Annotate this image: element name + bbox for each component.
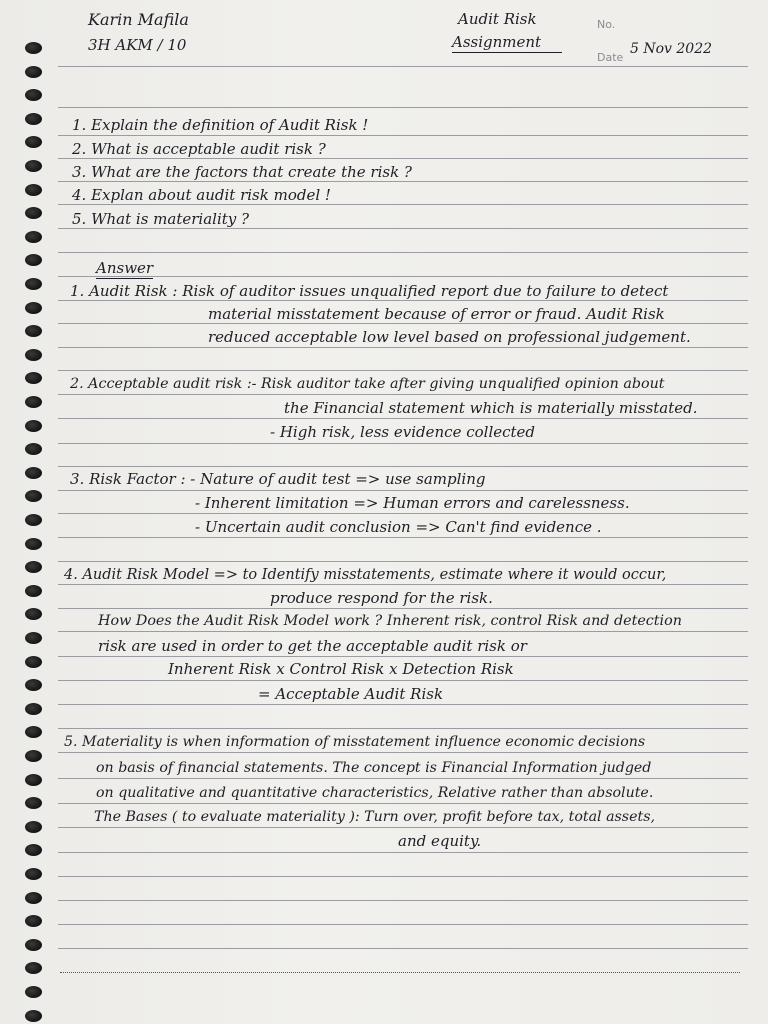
ruled-line: [58, 418, 748, 419]
answer-2-line-3: - High risk, less evidence collected: [270, 423, 536, 441]
answer-4-line-2: produce respond for the risk.: [270, 589, 493, 607]
ruled-line: [58, 181, 748, 182]
question-1: 1. Explain the definition of Audit Risk !: [72, 116, 369, 134]
answer-heading: Answer: [96, 259, 154, 277]
ruled-line: [58, 300, 748, 301]
binder-hole: [25, 467, 42, 479]
dotted-line: [60, 972, 740, 973]
ruled-line: [58, 924, 748, 925]
student-name: Karin Mafila: [88, 10, 189, 29]
answer-3-line-1: 3. Risk Factor : - Nature of audit test => use sampling: [70, 470, 486, 488]
answer-5-line-1: 5. Materiality is when information of misstatement influence economic decisions: [64, 734, 646, 750]
answer-4-line-6: = Acceptable Audit Risk: [258, 685, 444, 703]
binder-hole: [25, 750, 42, 762]
binder-hole: [25, 396, 42, 408]
binder-hole: [25, 844, 42, 856]
ruled-line: [58, 876, 748, 877]
binder-hole: [25, 585, 42, 597]
ruled-line: [58, 394, 748, 395]
ruled-line: [58, 370, 748, 371]
binder-hole: [25, 868, 42, 880]
ruled-line: [58, 900, 748, 901]
answer-1-line-1: 1. Audit Risk : Risk of auditor issues unqualified report due to failure to detect: [70, 282, 669, 300]
binder-hole: [25, 349, 42, 361]
binder-hole: [25, 679, 42, 691]
ruled-line: [58, 852, 748, 853]
answer-4-line-1: 4. Audit Risk Model => to Identify misstatements, estimate where it would occur,: [64, 567, 667, 583]
ruled-line: [58, 631, 748, 632]
binder-hole: [25, 892, 42, 904]
ruled-line: [58, 803, 748, 804]
binder-hole: [25, 325, 42, 337]
binder-hole: [25, 538, 42, 550]
question-4: 4. Explan about audit risk model !: [72, 186, 331, 204]
ruled-line: [58, 347, 748, 348]
ruled-line: [58, 228, 748, 229]
ruled-line: [58, 608, 748, 609]
ruled-line: [58, 158, 748, 159]
assignment-title-line1: Audit Risk: [458, 10, 537, 28]
binder-hole: [25, 656, 42, 668]
question-2: 2. What is acceptable audit risk ?: [72, 140, 326, 158]
assignment-title-line2: Assignment: [452, 35, 562, 53]
binder-hole: [25, 89, 42, 101]
binder-hole: [25, 1010, 42, 1022]
binder-hole: [25, 207, 42, 219]
answer-5-line-5: and equity.: [398, 832, 482, 850]
ruled-line: [58, 490, 748, 491]
date-label: Date: [597, 51, 624, 64]
ruled-line: [58, 66, 748, 67]
binder-hole: [25, 962, 42, 974]
binder-hole: [25, 113, 42, 125]
binder-hole: [25, 42, 42, 54]
date-value: 5 Nov 2022: [630, 41, 713, 57]
binder-hole: [25, 490, 42, 502]
ruled-line: [58, 680, 748, 681]
ruled-line: [58, 276, 748, 277]
answer-5-line-4: The Bases ( to evaluate materiality ): Turn over, profit before tax, total assets,: [94, 809, 655, 825]
ruled-line: [58, 656, 748, 657]
answer-4-line-3: How Does the Audit Risk Model work ? Inherent risk, control Risk and detection: [98, 613, 682, 629]
binder-hole: [25, 939, 42, 951]
binder-hole: [25, 160, 42, 172]
answer-3-line-3: - Uncertain audit conclusion => Can't find evidence .: [195, 518, 602, 536]
answer-1-line-3: reduced acceptable low level based on professional judgement.: [208, 328, 691, 346]
ruled-line: [58, 778, 748, 779]
binder-hole: [25, 254, 42, 266]
binder-hole: [25, 561, 42, 573]
answer-4-line-5: Inherent Risk x Control Risk x Detection Risk: [168, 660, 514, 678]
ruled-line: [58, 827, 748, 828]
ruled-line: [58, 561, 748, 562]
binder-hole: [25, 797, 42, 809]
binder-hole: [25, 278, 42, 290]
ruled-line: [58, 704, 748, 705]
ruled-line: [58, 252, 748, 253]
ruled-line: [58, 323, 748, 324]
binder-hole: [25, 986, 42, 998]
answer-5-line-2: on basis of financial statements. The concept is Financial Information judged: [96, 760, 652, 776]
ruled-line: [58, 107, 748, 108]
binder-hole: [25, 915, 42, 927]
ruled-line: [58, 728, 748, 729]
answer-1-line-2: material misstatement because of error or fraud. Audit Risk: [208, 305, 665, 323]
binder-hole: [25, 774, 42, 786]
ruled-line: [58, 537, 748, 538]
binder-hole: [25, 184, 42, 196]
ruled-line: [58, 466, 748, 467]
binder-hole: [25, 514, 42, 526]
ruled-line: [58, 135, 748, 136]
binder-hole: [25, 443, 42, 455]
binder-hole: [25, 726, 42, 738]
binder-hole: [25, 420, 42, 432]
answer-4-line-4: risk are used in order to get the acceptable audit risk or: [98, 637, 527, 655]
ruled-line: [58, 443, 748, 444]
ruled-line: [58, 513, 748, 514]
ruled-line: [58, 948, 748, 949]
student-class: 3H AKM / 10: [88, 36, 187, 54]
answer-3-line-2: - Inherent limitation => Human errors and carelessness.: [195, 494, 630, 512]
binder-hole: [25, 136, 42, 148]
question-5: 5. What is materiality ?: [72, 210, 250, 228]
binder-hole: [25, 302, 42, 314]
binder-hole: [25, 66, 42, 78]
no-label: No.: [597, 18, 616, 31]
binder-hole: [25, 821, 42, 833]
answer-2-line-1: 2. Acceptable audit risk :- Risk auditor take after giving unqualified opinion about: [70, 376, 665, 392]
question-3: 3. What are the factors that create the risk ?: [72, 163, 412, 181]
answer-2-line-2: the Financial statement which is materially misstated.: [284, 399, 698, 417]
binder-hole: [25, 231, 42, 243]
binder-hole: [25, 372, 42, 384]
binder-hole: [25, 703, 42, 715]
ruled-line: [58, 752, 748, 753]
ruled-line: [58, 204, 748, 205]
binder-hole: [25, 632, 42, 644]
answer-5-line-3: on qualitative and quantitative characteristics, Relative rather than absolute.: [96, 785, 654, 801]
binder-hole: [25, 608, 42, 620]
ruled-line: [58, 584, 748, 585]
